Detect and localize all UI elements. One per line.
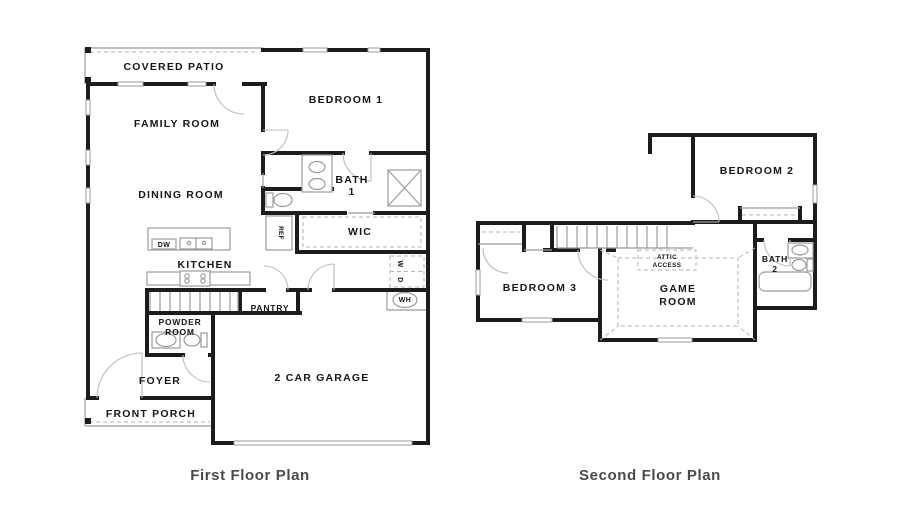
label-wic: WIC <box>347 226 373 238</box>
label-refrigerator: REF <box>277 226 284 240</box>
label-foyer: FOYER <box>138 375 182 387</box>
label-washer: W <box>396 260 403 268</box>
bedroom2-closet <box>740 208 800 215</box>
bath1-vanity <box>302 155 332 192</box>
label-family-room: FAMILY ROOM <box>133 118 221 130</box>
label-bedroom-3: BEDROOM 3 <box>502 282 578 294</box>
label-attic-access-2: ACCESS <box>652 262 682 269</box>
label-attic-access: ATTIC <box>656 254 678 261</box>
first-floor-plan <box>85 47 428 445</box>
label-bath-2: BATH <box>761 254 789 264</box>
first-floor-doors <box>97 84 371 398</box>
bath2-tub <box>759 272 811 291</box>
second-floor-plan <box>476 135 817 342</box>
label-pantry: PANTRY <box>250 303 290 313</box>
label-kitchen: KITCHEN <box>177 259 233 271</box>
label-bath-1: BATH <box>335 174 369 186</box>
bath2-toilet <box>792 260 806 271</box>
powder-toilet-tank <box>201 333 207 347</box>
label-powder-room-2: ROOM <box>165 327 195 337</box>
label-game-room-2: ROOM <box>659 296 697 308</box>
garage-door <box>234 441 412 445</box>
patio-post <box>85 47 91 53</box>
bath2-fixtures <box>759 243 813 291</box>
label-garage: 2 CAR GARAGE <box>274 372 370 384</box>
kitchen-counter <box>147 271 250 286</box>
label-game-room: GAME <box>659 283 697 295</box>
label-water-heater: WH <box>398 297 412 304</box>
label-powder-room: POWDER <box>158 317 202 327</box>
bath1-toilet-tank <box>266 193 273 207</box>
bath1-toilet <box>274 194 292 207</box>
label-bedroom-1: BEDROOM 1 <box>308 94 384 106</box>
label-bedroom-2: BEDROOM 2 <box>719 165 795 177</box>
bedroom3-closet <box>478 232 552 250</box>
stairs-second-floor <box>557 226 693 248</box>
laundry-closet <box>390 256 424 287</box>
first-floor-caption: First Floor Plan <box>190 467 310 484</box>
label-bath-1-number: 1 <box>348 186 356 198</box>
label-bath-2-number: 2 <box>772 264 778 274</box>
second-floor-caption: Second Floor Plan <box>579 467 721 484</box>
label-front-porch: FRONT PORCH <box>105 408 197 420</box>
label-dining-room: DINING ROOM <box>138 189 224 201</box>
porch-post <box>85 418 91 424</box>
label-dishwasher: DW <box>157 242 171 249</box>
stairs-first-floor <box>150 292 238 311</box>
label-covered-patio: COVERED PATIO <box>123 61 225 73</box>
bath2-toilet-tank <box>807 259 813 271</box>
stove <box>180 271 210 286</box>
label-dryer: D <box>396 277 403 283</box>
